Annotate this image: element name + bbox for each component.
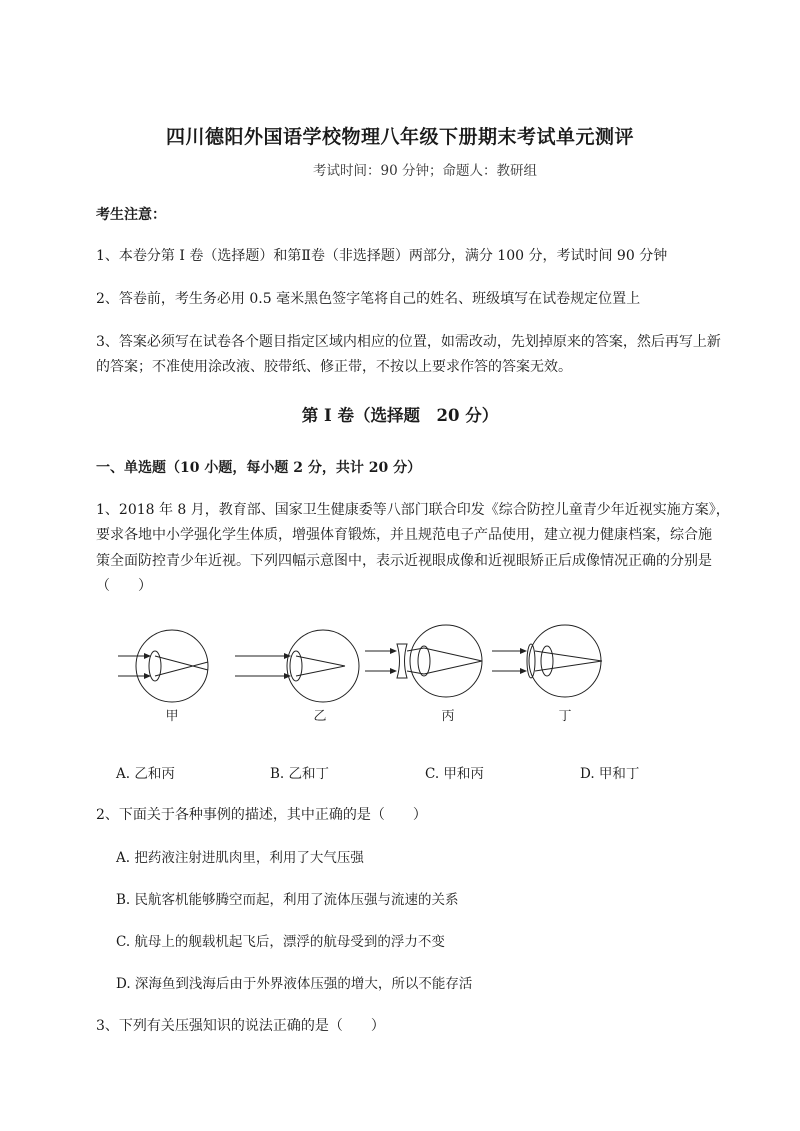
figure-label-yi: 乙	[313, 709, 327, 724]
exam-title: 四川德阳外国语学校物理八年级下册期末考试单元测评	[165, 126, 634, 148]
notice-item: 1、本卷分第 I 卷（选择题）和第Ⅱ卷（非选择题）两部分，满分 100 分，考试时间 90 分钟	[96, 248, 668, 264]
eye-diagram-figure	[110, 622, 620, 734]
part-heading: 一、单选题（10 小题，每小题 2 分，共计 20 分）	[96, 460, 422, 476]
q1-option-c[interactable]: C. 甲和丙	[425, 766, 484, 782]
q1-option-b[interactable]: B. 乙和丁	[270, 766, 330, 782]
figure-label-bing: 丙	[441, 709, 455, 724]
question-1-line: 1、2018 年 8 月，教育部、国家卫生健康委等八部门联合印发《综合防控儿童青少年近视实施方案》，	[96, 502, 730, 518]
section-title: 第 I 卷（选择题 20 分）	[301, 406, 499, 425]
q1-option-d[interactable]: D. 甲和丁	[580, 766, 640, 782]
q2-option-d[interactable]: D. 深海鱼到浅海后由于外界液体压强的增大，所以不能存活	[116, 976, 473, 992]
notice-item-continued: 的答案；不准使用涂改液、胶带纸、修正带，不按以上要求作答的答案无效。	[96, 359, 572, 375]
figure-label-ding: 丁	[558, 709, 572, 724]
question-3-stem: 3、下列有关压强知识的说法正确的是（ ）	[96, 1018, 385, 1034]
question-1-line: 策全面防控青少年近视。下列四幅示意图中，表示近视眼成像和近视眼矫正后成像情况正确的分别是	[96, 553, 712, 569]
question-1-line: 要求各地中小学强化学生体质，增强体育锻炼，并且规范电子产品使用，建立视力健康档案，综合施	[96, 527, 712, 543]
question-2-stem: 2、下面关于各种事例的描述，其中正确的是（ ）	[96, 807, 427, 823]
q2-option-b[interactable]: B. 民航客机能够腾空而起，利用了流体压强与流速的关系	[116, 892, 459, 908]
notice-item: 2、答卷前，考生务必用 0.5 毫米黑色签字笔将自己的姓名、班级填写在试卷规定位置上	[96, 291, 641, 307]
notice-heading: 考生注意：	[96, 207, 166, 223]
notice-item: 3、答案必须写在试卷各个题目指定区域内相应的位置，如需改动，先划掉原来的答案，然后再写上新	[96, 334, 721, 350]
figure-label-jia: 甲	[165, 709, 179, 724]
eye-diagram-ding	[492, 625, 602, 697]
eye-diagram-yi	[235, 630, 359, 702]
eye-diagram-jia	[118, 630, 208, 702]
eye-diagram-bing	[365, 625, 482, 697]
question-1-line: （ ）	[96, 578, 152, 594]
q1-option-a[interactable]: A. 乙和丙	[116, 766, 175, 782]
q2-option-c[interactable]: C. 航母上的舰载机起飞后，漂浮的航母受到的浮力不变	[116, 934, 445, 950]
exam-subtitle: 考试时间：90 分钟；命题人：教研组	[313, 163, 537, 179]
q2-option-a[interactable]: A. 把药液注射进肌肉里，利用了大气压强	[116, 850, 364, 866]
